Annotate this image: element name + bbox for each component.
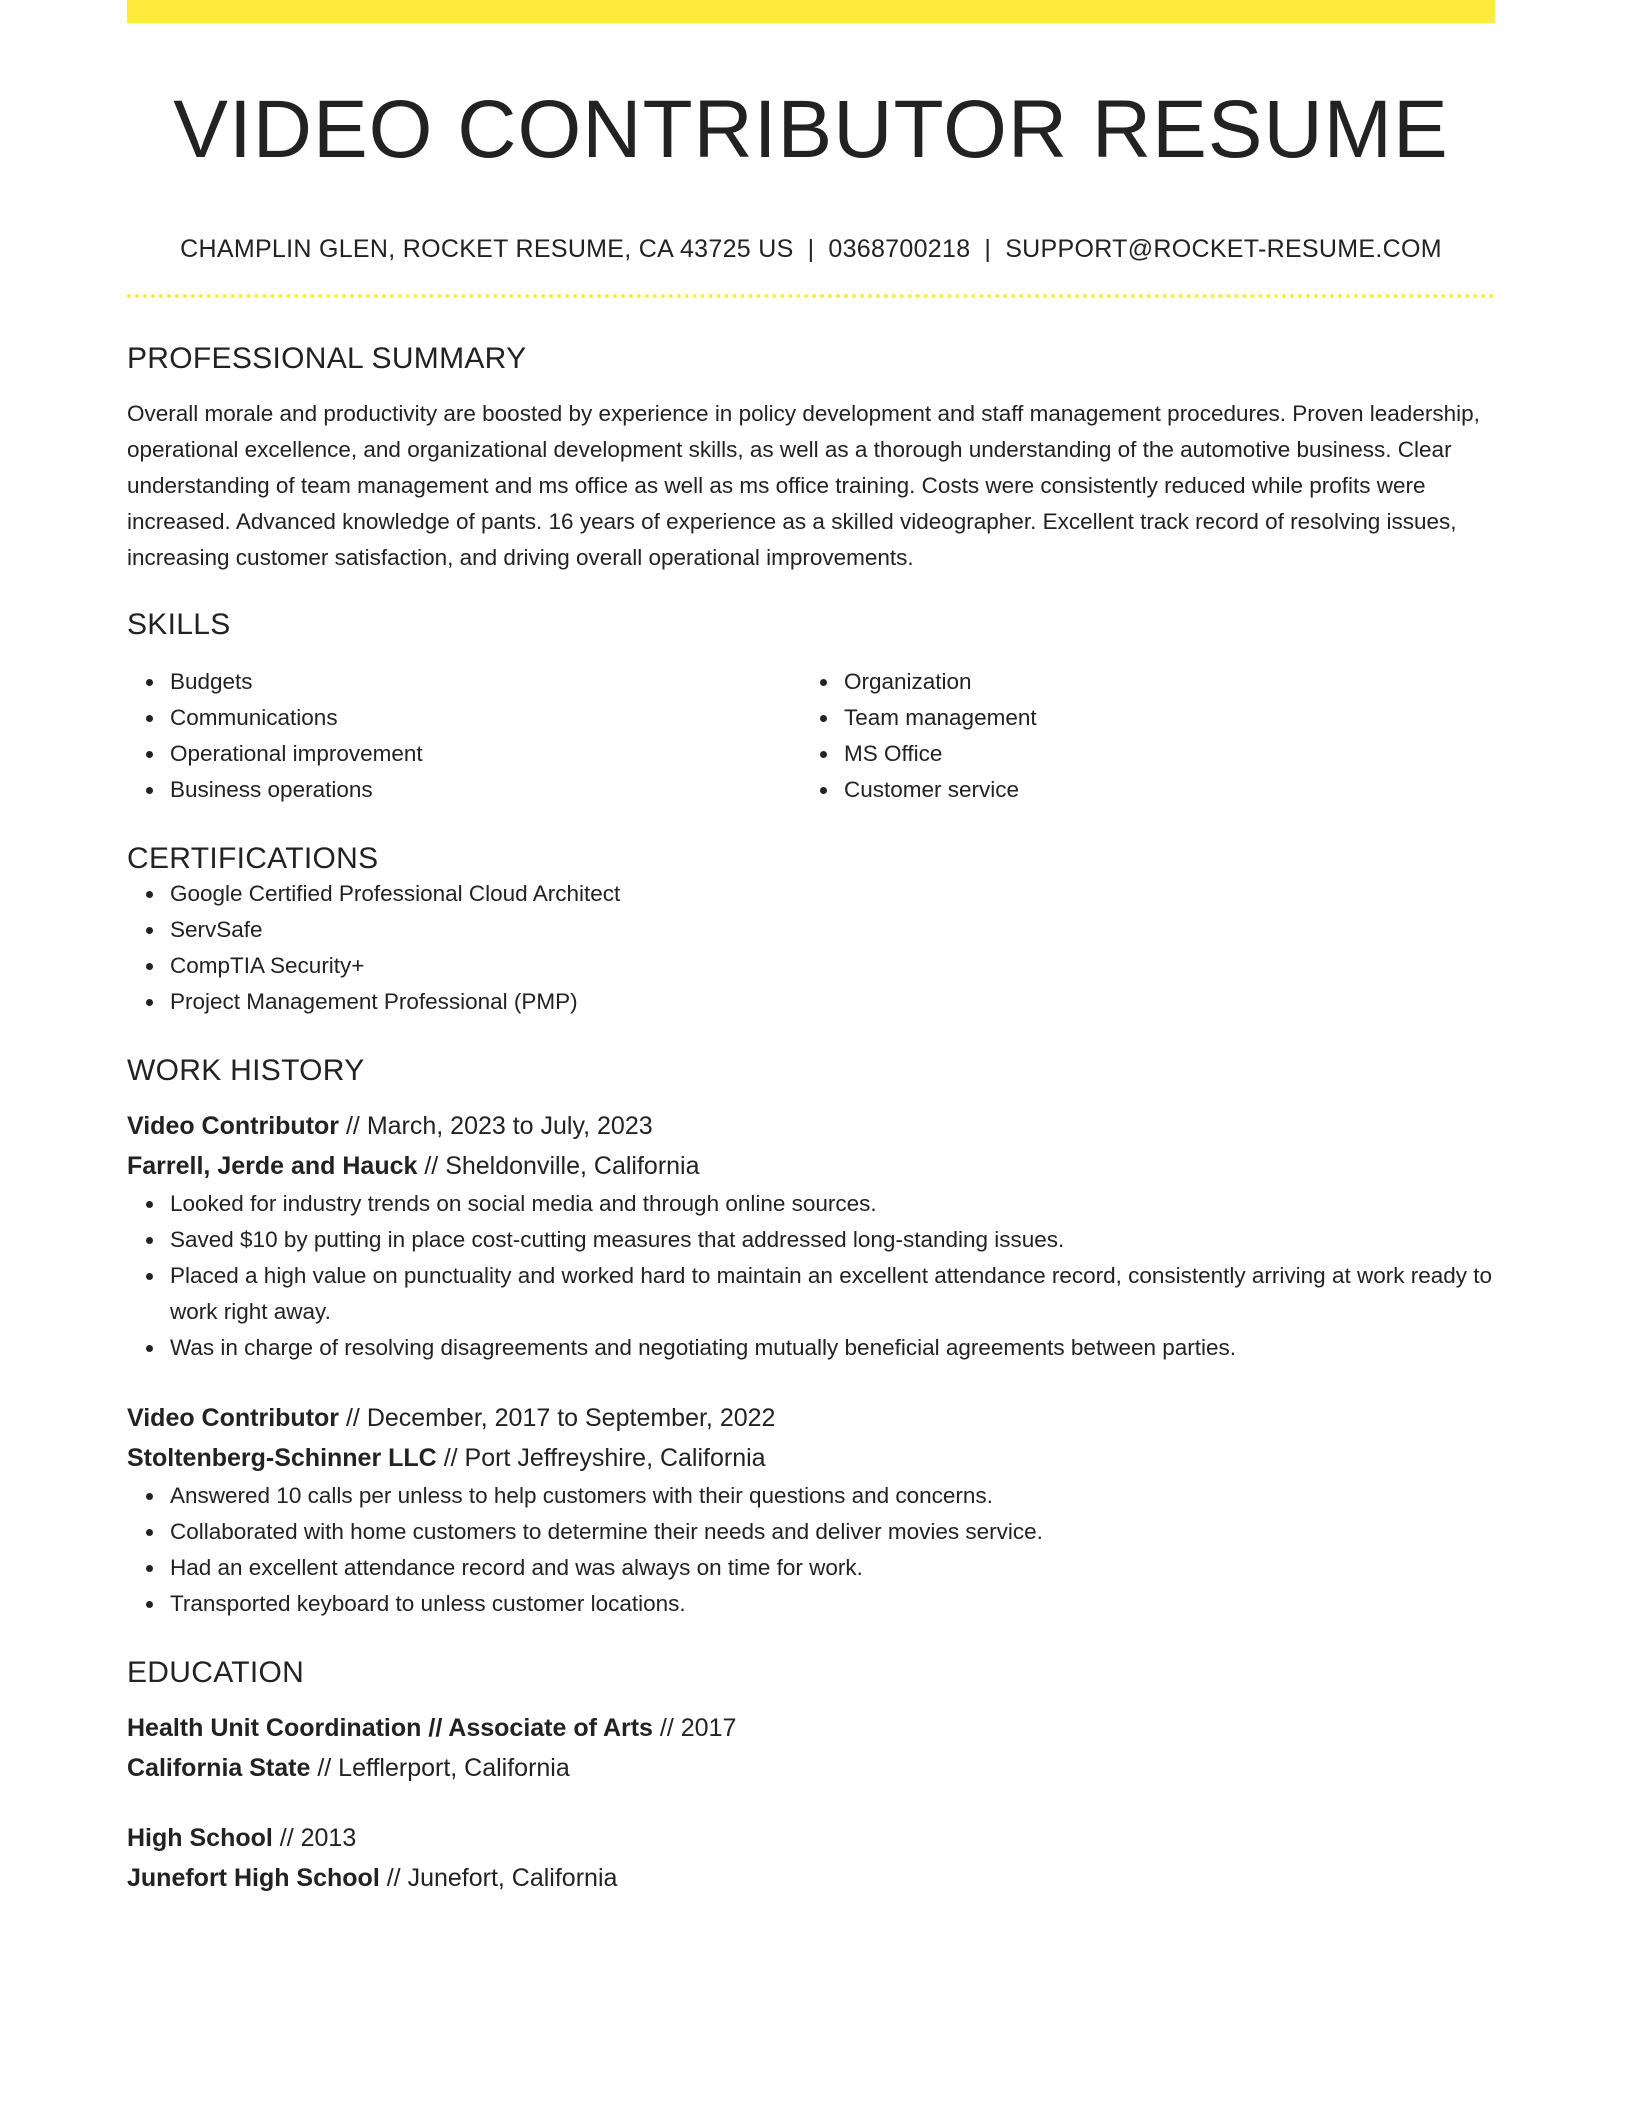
job-duty-item: Answered 10 calls per unless to help customers with their questions and concerns. [170,1478,1495,1514]
education-year: // 2013 [279,1824,357,1853]
summary-text: Overall morale and productivity are boosted by experience in policy development and staff management procedures. Proven leadership, operational excellence, and organizational development skills, as well as a thorough understanding of the automotive business. Clear understanding of team management and ms office as well as ms office training. Costs were consistently reduced while profits were increased. Advanced knowledge of pants. 16 years of experience as a skilled videographer. Excellent track record of resolving issues, increasing customer satisfaction, and driving overall operational improvements. [127,401,1480,571]
contact-phone: 0368700218 [828,235,971,264]
certifications-list [127,876,1495,1020]
section-heading-skills: SKILLS [127,608,231,642]
job-company-line [127,1438,1495,1478]
section-heading-certifications: CERTIFICATIONS [127,842,379,876]
certification-item: CompTIA Security+ [170,948,1495,984]
job-duty-item: Was in charge of resolving disagreements and negotiating mutually beneficial agreements between parties. [170,1330,1495,1366]
job-company: Stoltenberg-Schinner LLC [127,1444,437,1473]
education-degree-line [127,1818,1495,1858]
dotted-divider [127,294,1495,298]
skill-item: Operational improvement [170,736,801,772]
skills-column-left [127,664,801,808]
skill-item: Organization [844,664,1475,700]
skill-item: Business operations [170,772,801,808]
job-duty-item: Transported keyboard to unless customer locations. [170,1586,1495,1622]
section-heading-summary: PROFESSIONAL SUMMARY [127,342,527,376]
skill-item: MS Office [844,736,1475,772]
job-duty-item: Placed a high value on punctuality and worked hard to maintain an excellent attendance record, consistently arriving at work ready to work right away. [170,1258,1495,1330]
job-entry [127,1106,1495,1366]
education-location: // Lefflerport, California [317,1754,570,1783]
job-duties-list [127,1186,1495,1366]
education-degree: Health Unit Coordination // Associate of Arts [127,1714,653,1743]
job-title-line [127,1106,1495,1146]
resume-title: VIDEO CONTRIBUTOR RESUME [173,84,1449,175]
job-title: Video Contributor [127,1112,340,1141]
contact-line [127,235,1495,264]
accent-bar [127,0,1495,23]
skills-grid [127,664,1495,808]
job-duty-item: Looked for industry trends on social media and through online sources. [170,1186,1495,1222]
job-title-line [127,1398,1495,1438]
education-entry [127,1818,1495,1898]
education-location: // Junefort, California [386,1864,618,1893]
skills-list-right [801,664,1475,808]
contact-address: CHAMPLIN GLEN, ROCKET RESUME, CA 43725 US [180,235,794,264]
job-duty-item: Had an excellent attendance record and was always on time for work. [170,1550,1495,1586]
education-degree: High School [127,1824,273,1853]
contact-email: SUPPORT@ROCKET-RESUME.COM [1005,235,1442,264]
skill-item: Communications [170,700,801,736]
job-location: // Port Jeffreyshire, California [443,1444,766,1473]
section-heading-education: EDUCATION [127,1656,305,1690]
job-duty-item: Collaborated with home customers to determine their needs and deliver movies service. [170,1514,1495,1550]
contact-separator: | [807,235,815,264]
certification-item: Project Management Professional (PMP) [170,984,1495,1020]
job-company-line [127,1146,1495,1186]
education-school-line [127,1748,1495,1788]
job-company: Farrell, Jerde and Hauck [127,1152,418,1181]
education-entry [127,1708,1495,1788]
skill-item: Customer service [844,772,1475,808]
job-title: Video Contributor [127,1404,340,1433]
skills-list-left [127,664,801,808]
section-heading-work-history: WORK HISTORY [127,1054,365,1088]
job-entry [127,1398,1495,1622]
education-school: California State [127,1754,311,1783]
education-degree-line [127,1708,1495,1748]
education-year: // 2017 [659,1714,737,1743]
resume-page [127,0,1495,1898]
education-school: Junefort High School [127,1864,380,1893]
certification-item: Google Certified Professional Cloud Architect [170,876,1495,912]
job-location: // Sheldonville, California [424,1152,700,1181]
education-school-line [127,1858,1495,1898]
certification-item: ServSafe [170,912,1495,948]
job-duty-item: Saved $10 by putting in place cost-cutting measures that addressed long-standing issues. [170,1222,1495,1258]
job-dates: // December, 2017 to September, 2022 [345,1404,776,1433]
skill-item: Budgets [170,664,801,700]
job-duties-list [127,1478,1495,1622]
skill-item: Team management [844,700,1475,736]
contact-separator: | [984,235,992,264]
skills-column-right [801,664,1475,808]
job-dates: // March, 2023 to July, 2023 [345,1112,653,1141]
